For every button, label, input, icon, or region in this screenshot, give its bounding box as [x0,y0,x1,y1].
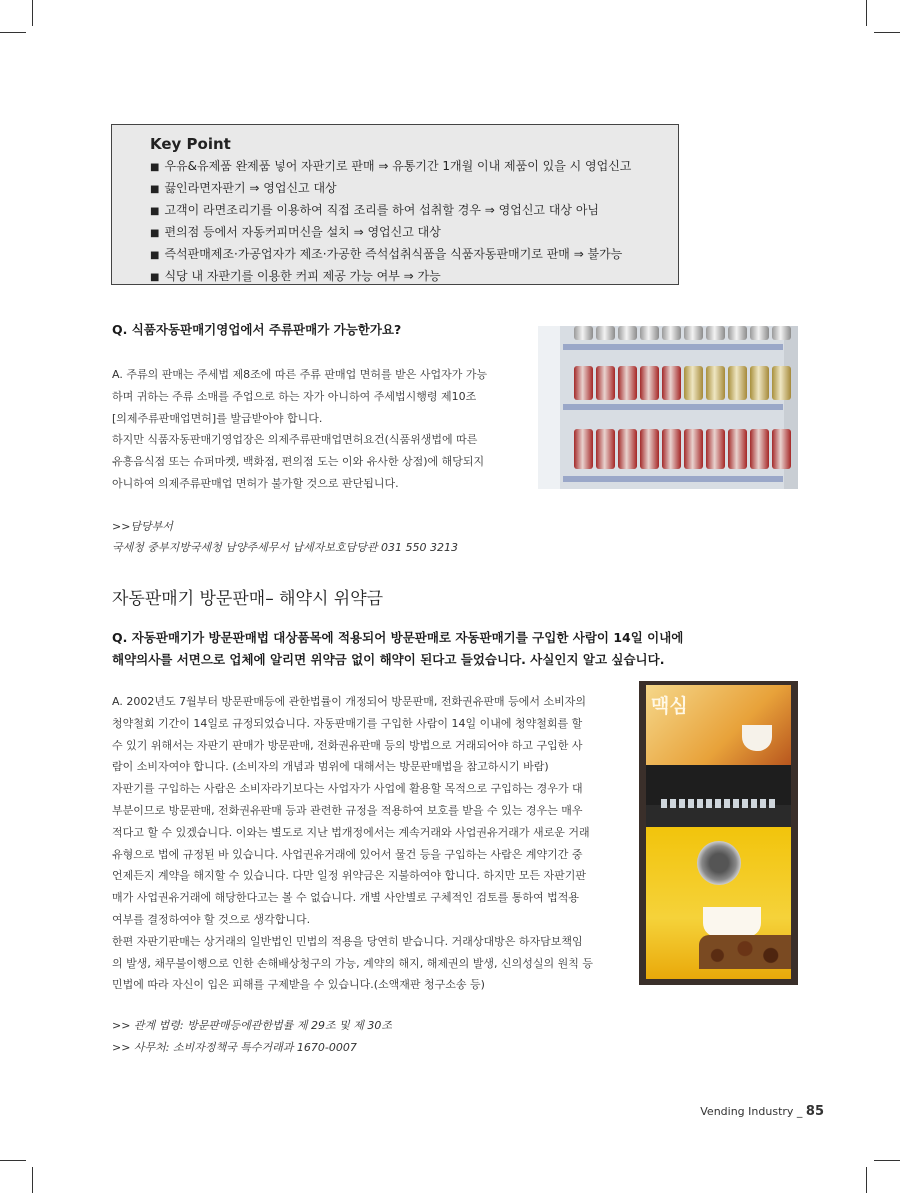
q1-question: Q. 식품자동판매기영업에서 주류판매가 가능한가요? [112,322,402,337]
key-point-item: ■ 즉석판매제조·가공업자가 제조·가공한 즉석섭취식품을 식품자동판매기로 판매 ⇒ 불가능 [150,247,623,261]
key-point-item: ■ 끓인라면자판기 ⇒ 영업신고 대상 [150,181,337,195]
bullet-icon: ■ [150,206,160,217]
key-point-item: ■ 우유&유제품 완제품 넣어 자판기로 판매 ⇒ 유통기간 1개월 이내 제품이 있을 시 영업신고 [150,159,632,173]
coffee-brand-logo: 맥심 [651,695,688,717]
q2-law-reference: >> 관계 법령: 방문판매등에관한법률 제 29조 및 제 30조 [112,1019,392,1032]
page-number: 85 [805,1104,824,1119]
crop-mark [874,1160,900,1161]
q2-question: Q. 자동판매기가 방문판매법 대상품목에 적용되어 방문판매로 자동판매기를 구입한 사람이 14일 이내에 해약의사를 서면으로 업체에 알리면 위약금 없이 해약이 된다고 들었습니다. 사실인지 알고 싶습니다. [112,630,684,667]
page-footer [700,1104,824,1119]
q2-office: >> 사무처: 소비자정책국 특수거래과 1670-0007 [112,1041,357,1054]
q1-answer: A. 주류의 판매는 주세법 제8조에 따른 주류 판매업 면허를 받은 사업자가 가능 하며 귀하는 주류 소매를 주업으로 하는 자가 아니하여 주세법시행령 제10조 [의제주류판매업면허]를 발급받아야 합니다. 하지만 식품자동판매기영업장은 의제주류판매업면허요건(식품위생법에 따른 유흥음식점 또는 슈퍼마켓, 백화점, 편의점 도는 이와 유사한 상점)에 해당되지 아니하여 의제주류판매업 면허가 불가할 것으로 판단됩니다. [112,368,488,490]
key-point-title: Key Point [150,135,231,153]
bullet-icon: ■ [150,272,160,283]
key-point-item: ■ 고객이 라면조리기를 이용하여 직접 조리를 하여 섭취할 경우 ⇒ 영업신고 대상 아님 [150,203,600,217]
q1-dept-value: 국세청 중부지방국세청 남양주세무서 납세자보호담당관 031 550 3213 [112,541,458,554]
crop-mark [874,32,900,33]
crop-mark [32,0,33,26]
q1-dept-label: >>담당부서 [112,520,173,533]
bullet-icon: ■ [150,162,160,173]
magazine-name: Vending Industry _ [700,1105,806,1118]
section-title: 자동판매기 방문판매– 해약시 위약금 [112,589,384,609]
q2-answer: A. 2002년도 7월부터 방문판매등에 관한법률이 개정되어 방문판매, 전화권유판매 등에서 소비자의 청약철회 기간이 14일로 규정되었습니다. 자동판매기를 구입한 사람이 14일 이내에 청약철회를 할 수 있기 위해서는 자판기 판매가 방문판매, 전화권유판매 등의 방법으로 거래되어야 하고 구입한 사 람이 소비자여야 합니다. (소비자의 개념과 범위에 대해서는 방문판매법을 참고하시기 바람) 자판기를 구입하는 사람은 소비자라기보다는 사업자가 사업에 활용할 목적으로 구입하는 경우가 대 부분이므로 방문판매, 전화권유판매 등과 관련한 규정을 적용하여 보호를 받을 수 있는 경우는 매우 적다고 할 수 있겠습니다. 이와는 별도로 지난 법개정에서는 계속거래와 사업권유거래가 새로운 거래 유형으로 법에 규정된 바 있습니다. 사업권유거래에 있어서 물건 등을 구입하는 사람은 계약기간 중 언제든지 계약을 해지할 수 있습니다. 다만 일정 위약금은 지불하여야 합니다. 하지만 모든 자판기판 매가 사업권유거래에 해당한다고는 볼 수 없습니다. 개별 사안별로 구체적인 검토를 통하여 법적용 여부를 결정하여야 할 것으로 생각합니다. 한편 자판기판매는 상거래의 일반법인 민법의 적용을 당연히 받습니다. 거래상대방은 하자담보책임 의 발생, 채무불이행으로 인한 손해배상청구의 가능, 계약의 해지, 해제권의 발생, 신의성실의 원칙 등 민법에 따라 자신이 입은 피해를 구제받을 수 있습니다.(소액재판 청구소송 등) [112,695,593,992]
bullet-icon: ■ [150,228,160,239]
crop-mark [32,1167,33,1193]
crop-mark [0,32,26,33]
bullet-icon: ■ [150,184,160,195]
beer-vending-photo [538,326,798,489]
bullet-icon: ■ [150,250,160,261]
crop-mark [0,1160,26,1161]
crop-mark [866,0,867,26]
crop-mark [866,1167,867,1193]
coffee-vending-photo [639,681,798,985]
key-point-item: ■ 식당 내 자판기를 이용한 커피 제공 가능 여부 ⇒ 가능 [150,269,441,283]
key-point-item: ■ 편의점 등에서 자동커피머신을 설치 ⇒ 영업신고 대상 [150,225,441,239]
key-point-box [111,124,679,285]
